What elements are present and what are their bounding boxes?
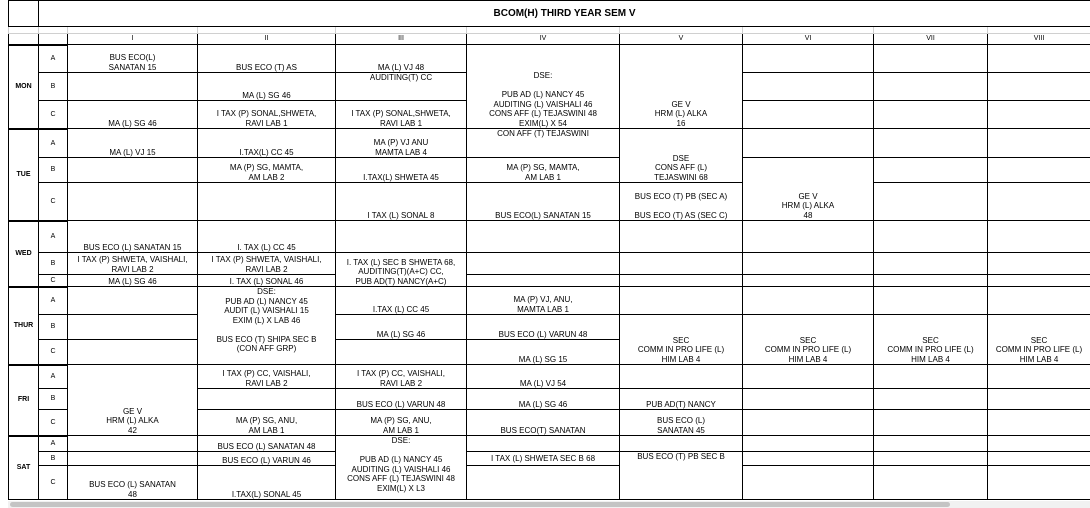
schedule-cell[interactable]: AUDITING(T) CC — [336, 73, 467, 101]
column-header-iii[interactable]: III — [336, 34, 467, 45]
schedule-cell[interactable] — [988, 452, 1090, 466]
day-label-sat[interactable]: SAT — [9, 436, 39, 500]
schedule-cell[interactable]: DSE: PUB AD (L) NANCY 45 AUDITING (L) VAISHALI 46 CONS AFF (L) TEJASWINI 48 EXIM(L) X 54 — [467, 45, 620, 129]
slot-label-c[interactable]: C — [39, 275, 68, 287]
blank-cell[interactable] — [336, 27, 467, 34]
schedule-cell[interactable] — [874, 389, 988, 410]
slot-label-a[interactable]: A — [39, 365, 68, 389]
schedule-cell[interactable] — [743, 466, 874, 500]
blank-cell[interactable] — [9, 27, 39, 34]
schedule-cell[interactable]: MA (L) SG 46 — [336, 315, 467, 340]
schedule-cell[interactable]: DSE: PUB AD (L) NANCY 45 AUDIT (L) VAISHALI 15 EXIM (L) X LAB 46 BUS ECO (T) SHIPA SEC B (CON AFF GRP) — [198, 287, 336, 365]
schedule-cell[interactable]: I TAX (P) SONAL,SHWETA, RAVI LAB 1 — [198, 101, 336, 129]
day-label-thur[interactable]: THUR — [9, 287, 39, 365]
column-header-vi[interactable]: VI — [743, 34, 874, 45]
schedule-cell[interactable]: BUS ECO (L) SANATAN 48 — [68, 466, 198, 500]
schedule-cell[interactable] — [874, 129, 988, 158]
schedule-cell[interactable] — [988, 73, 1090, 101]
schedule-cell[interactable]: BUS ECO(L) SANATAN 15 — [467, 183, 620, 221]
schedule-cell[interactable]: I TAX (P) CC, VAISHALI, RAVI LAB 2 — [198, 365, 336, 389]
slot-label-b[interactable]: B — [39, 253, 68, 275]
day-label-tue[interactable]: TUE — [9, 129, 39, 221]
schedule-cell[interactable]: I. TAX (L) SONAL 46 — [198, 275, 336, 287]
schedule-cell[interactable] — [743, 287, 874, 315]
schedule-cell[interactable] — [620, 436, 743, 452]
schedule-cell[interactable] — [68, 73, 198, 101]
schedule-cell[interactable] — [874, 466, 988, 500]
slot-label-c[interactable]: C — [39, 466, 68, 500]
schedule-cell[interactable]: SEC COMM IN PRO LIFE (L) HIM LAB 4 — [874, 315, 988, 365]
schedule-cell[interactable] — [620, 253, 743, 275]
schedule-cell[interactable]: I TAX (P) SONAL,SHWETA, RAVI LAB 1 — [336, 101, 467, 129]
slot-label-a[interactable]: A — [39, 221, 68, 253]
schedule-cell[interactable] — [988, 45, 1090, 73]
corner-cell[interactable] — [9, 1, 39, 27]
schedule-cell[interactable] — [620, 365, 743, 389]
schedule-cell[interactable] — [68, 340, 198, 365]
day-label-mon[interactable]: MON — [9, 45, 39, 129]
schedule-cell[interactable]: I.TAX (L) CC 45 — [336, 287, 467, 315]
schedule-cell[interactable]: BUS ECO (T) AS — [198, 45, 336, 73]
schedule-cell[interactable]: I TAX (P) SHWETA, VAISHALI, RAVI LAB 2 — [68, 253, 198, 275]
schedule-cell[interactable] — [988, 287, 1090, 315]
slot-label-c[interactable]: C — [39, 101, 68, 129]
schedule-cell[interactable]: I. TAX (L) CC 45 — [198, 221, 336, 253]
schedule-cell[interactable] — [743, 73, 874, 101]
schedule-cell[interactable] — [874, 73, 988, 101]
schedule-cell[interactable]: MA (P) SG, ANU, AM LAB 1 — [336, 410, 467, 436]
schedule-cell[interactable] — [743, 275, 874, 287]
schedule-cell[interactable]: I TAX (P) CC, VAISHALI, RAVI LAB 2 — [336, 365, 467, 389]
blank-cell[interactable] — [68, 27, 198, 34]
blank-cell[interactable] — [743, 27, 874, 34]
schedule-cell[interactable] — [743, 436, 874, 452]
slot-label-b[interactable]: B — [39, 389, 68, 410]
schedule-cell[interactable] — [743, 365, 874, 389]
schedule-cell[interactable]: I.TAX(L) SONAL 45 — [198, 466, 336, 500]
schedule-cell[interactable] — [988, 221, 1090, 253]
schedule-cell[interactable] — [874, 221, 988, 253]
schedule-cell[interactable]: BUS ECO (T) PB (SEC A) BUS ECO (T) AS (SEC C) — [620, 183, 743, 221]
slot-label-b[interactable]: B — [39, 452, 68, 466]
schedule-cell[interactable]: BUS ECO(L) SANATAN 15 — [68, 45, 198, 73]
schedule-cell[interactable] — [743, 101, 874, 129]
schedule-cell[interactable] — [988, 410, 1090, 436]
schedule-cell[interactable]: DSE: PUB AD (L) NANCY 45 AUDITING (L) VAISHALI 46 CONS AFF (L) TEJASWINI 48 EXIM(L) X L3 — [336, 436, 467, 500]
schedule-cell[interactable]: MA (L) VJ 48 — [336, 45, 467, 73]
column-header-i[interactable]: I — [68, 34, 198, 45]
schedule-cell[interactable] — [198, 183, 336, 221]
schedule-cell[interactable]: MA (P) SG, MAMTA, AM LAB 1 — [467, 158, 620, 183]
blank-cell[interactable] — [198, 27, 336, 34]
schedule-cell[interactable]: BUS ECO (T) PB SEC B — [620, 452, 743, 500]
schedule-cell[interactable] — [467, 253, 620, 275]
schedule-cell[interactable]: BUS ECO(T) SANATAN — [467, 410, 620, 436]
blank-cell[interactable] — [39, 34, 68, 45]
schedule-cell[interactable] — [620, 287, 743, 315]
column-header-ii[interactable]: II — [198, 34, 336, 45]
schedule-cell[interactable]: I TAX (P) SHWETA, VAISHALI, RAVI LAB 2 — [198, 253, 336, 275]
schedule-cell[interactable] — [743, 389, 874, 410]
day-label-fri[interactable]: FRI — [9, 365, 39, 436]
schedule-cell[interactable] — [336, 340, 467, 365]
schedule-cell[interactable]: MA (L) SG 46 — [68, 275, 198, 287]
schedule-cell[interactable]: MA (L) SG 15 — [467, 340, 620, 365]
schedule-cell[interactable] — [874, 101, 988, 129]
schedule-cell[interactable]: GE V HRM (L) ALKA 16 — [620, 45, 743, 129]
schedule-cell[interactable]: SEC COMM IN PRO LIFE (L) HIM LAB 4 — [743, 315, 874, 365]
schedule-cell[interactable]: BUS ECO (L) SANATAN 45 — [620, 410, 743, 436]
slot-label-a[interactable]: A — [39, 436, 68, 452]
schedule-cell[interactable]: MA (P) SG, ANU, AM LAB 1 — [198, 410, 336, 436]
schedule-cell[interactable] — [988, 466, 1090, 500]
slot-label-b[interactable]: B — [39, 73, 68, 101]
schedule-cell[interactable]: GE V HRM (L) ALKA 48 — [743, 158, 874, 221]
schedule-cell[interactable]: MA (L) SG 46 — [467, 389, 620, 410]
blank-cell[interactable] — [39, 27, 68, 34]
schedule-cell[interactable] — [874, 183, 988, 221]
column-header-v[interactable]: V — [620, 34, 743, 45]
column-header-vii[interactable]: VII — [874, 34, 988, 45]
blank-cell[interactable] — [620, 27, 743, 34]
schedule-cell[interactable] — [743, 452, 874, 466]
schedule-cell[interactable] — [68, 287, 198, 315]
schedule-cell[interactable] — [874, 436, 988, 452]
schedule-cell[interactable]: BUS ECO (L) VARUN 48 — [467, 315, 620, 340]
schedule-cell[interactable]: MA (L) SG 46 — [68, 101, 198, 129]
timetable-grid — [8, 0, 1090, 500]
schedule-cell[interactable]: I. TAX (L) SEC B SHWETA 68, AUDITING(T)(A+C) CC, PUB AD(T) NANCY(A+C) — [336, 253, 467, 287]
schedule-cell[interactable] — [874, 253, 988, 275]
slot-label-b[interactable]: B — [39, 315, 68, 340]
schedule-cell[interactable]: BUS ECO (L) VARUN 48 — [336, 389, 467, 410]
schedule-cell[interactable] — [874, 158, 988, 183]
schedule-cell[interactable] — [68, 158, 198, 183]
schedule-cell[interactable]: SEC COMM IN PRO LIFE (L) HIM LAB 4 — [620, 315, 743, 365]
schedule-cell[interactable] — [874, 410, 988, 436]
schedule-cell[interactable]: MA (L) SG 46 — [198, 73, 336, 101]
schedule-cell[interactable] — [743, 253, 874, 275]
schedule-cell[interactable] — [988, 436, 1090, 452]
schedule-cell[interactable]: DSE CONS AFF (L) TEJASWINI 68 — [620, 129, 743, 183]
schedule-cell[interactable] — [988, 389, 1090, 410]
schedule-cell[interactable] — [874, 452, 988, 466]
schedule-cell[interactable] — [467, 221, 620, 253]
schedule-cell[interactable]: PUB AD(T) NANCY — [620, 389, 743, 410]
schedule-cell[interactable]: BUS ECO (L) VARUN 46 — [198, 452, 336, 466]
schedule-cell[interactable]: I TAX (L) SHWETA SEC B 68 — [467, 452, 620, 466]
schedule-cell[interactable]: MA (P) SG, MAMTA, AM LAB 2 — [198, 158, 336, 183]
schedule-cell[interactable]: MA (P) VJ ANU MAMTA LAB 4 — [336, 129, 467, 158]
schedule-cell[interactable]: SEC COMM IN PRO LIFE (L) HIM LAB 4 — [988, 315, 1090, 365]
horizontal-scrollbar[interactable] — [8, 501, 1090, 508]
schedule-cell[interactable] — [988, 275, 1090, 287]
schedule-cell[interactable] — [988, 101, 1090, 129]
slot-label-a[interactable]: A — [39, 45, 68, 73]
sheet-title[interactable]: BCOM(H) THIRD YEAR SEM V — [39, 1, 1090, 27]
schedule-cell[interactable] — [874, 275, 988, 287]
schedule-cell[interactable] — [874, 365, 988, 389]
schedule-cell[interactable] — [988, 158, 1090, 183]
schedule-cell[interactable] — [988, 253, 1090, 275]
blank-cell[interactable] — [874, 27, 988, 34]
column-header-viii[interactable]: VIII — [988, 34, 1090, 45]
schedule-cell[interactable] — [467, 466, 620, 500]
schedule-cell[interactable] — [198, 389, 336, 410]
schedule-cell[interactable]: BUS ECO (L) SANATAN 48 — [198, 436, 336, 452]
schedule-cell[interactable] — [988, 183, 1090, 221]
slot-label-c[interactable]: C — [39, 340, 68, 365]
schedule-cell[interactable]: I.TAX(L) CC 45 — [198, 129, 336, 158]
slot-label-c[interactable]: C — [39, 410, 68, 436]
day-label-wed[interactable]: WED — [9, 221, 39, 287]
schedule-cell[interactable] — [467, 275, 620, 287]
schedule-cell[interactable] — [874, 45, 988, 73]
schedule-cell[interactable] — [874, 287, 988, 315]
schedule-cell[interactable] — [467, 436, 620, 452]
blank-cell[interactable] — [9, 34, 39, 45]
schedule-cell[interactable] — [620, 221, 743, 253]
schedule-cell[interactable] — [988, 365, 1090, 389]
schedule-cell[interactable] — [620, 275, 743, 287]
schedule-cell[interactable]: MA (L) VJ 54 — [467, 365, 620, 389]
slot-label-c[interactable]: C — [39, 183, 68, 221]
schedule-cell[interactable] — [988, 129, 1090, 158]
schedule-cell[interactable]: GE V HRM (L) ALKA 42 — [68, 365, 198, 436]
slot-label-a[interactable]: A — [39, 129, 68, 158]
schedule-cell[interactable]: MA (L) VJ 15 — [68, 129, 198, 158]
schedule-cell[interactable]: MA (P) VJ, ANU, MAMTA LAB 1 — [467, 287, 620, 315]
schedule-cell[interactable] — [743, 45, 874, 73]
schedule-cell[interactable] — [68, 183, 198, 221]
schedule-cell[interactable] — [68, 315, 198, 340]
column-header-iv[interactable]: IV — [467, 34, 620, 45]
schedule-cell[interactable]: BUS ECO (L) SANATAN 15 — [68, 221, 198, 253]
slot-label-a[interactable]: A — [39, 287, 68, 315]
schedule-cell[interactable]: I TAX (L) SONAL 8 — [336, 183, 467, 221]
schedule-cell[interactable] — [68, 452, 198, 466]
schedule-cell[interactable] — [743, 129, 874, 158]
blank-cell[interactable] — [467, 27, 620, 34]
blank-cell[interactable] — [988, 27, 1090, 34]
schedule-cell[interactable] — [336, 221, 467, 253]
scrollbar-thumb[interactable] — [10, 502, 950, 507]
schedule-cell[interactable] — [743, 410, 874, 436]
schedule-cell[interactable] — [743, 221, 874, 253]
slot-label-b[interactable]: B — [39, 158, 68, 183]
schedule-cell[interactable] — [68, 436, 198, 452]
schedule-cell[interactable]: CON AFF (T) TEJASWINI — [467, 129, 620, 158]
schedule-cell[interactable]: I.TAX(L) SHWETA 45 — [336, 158, 467, 183]
